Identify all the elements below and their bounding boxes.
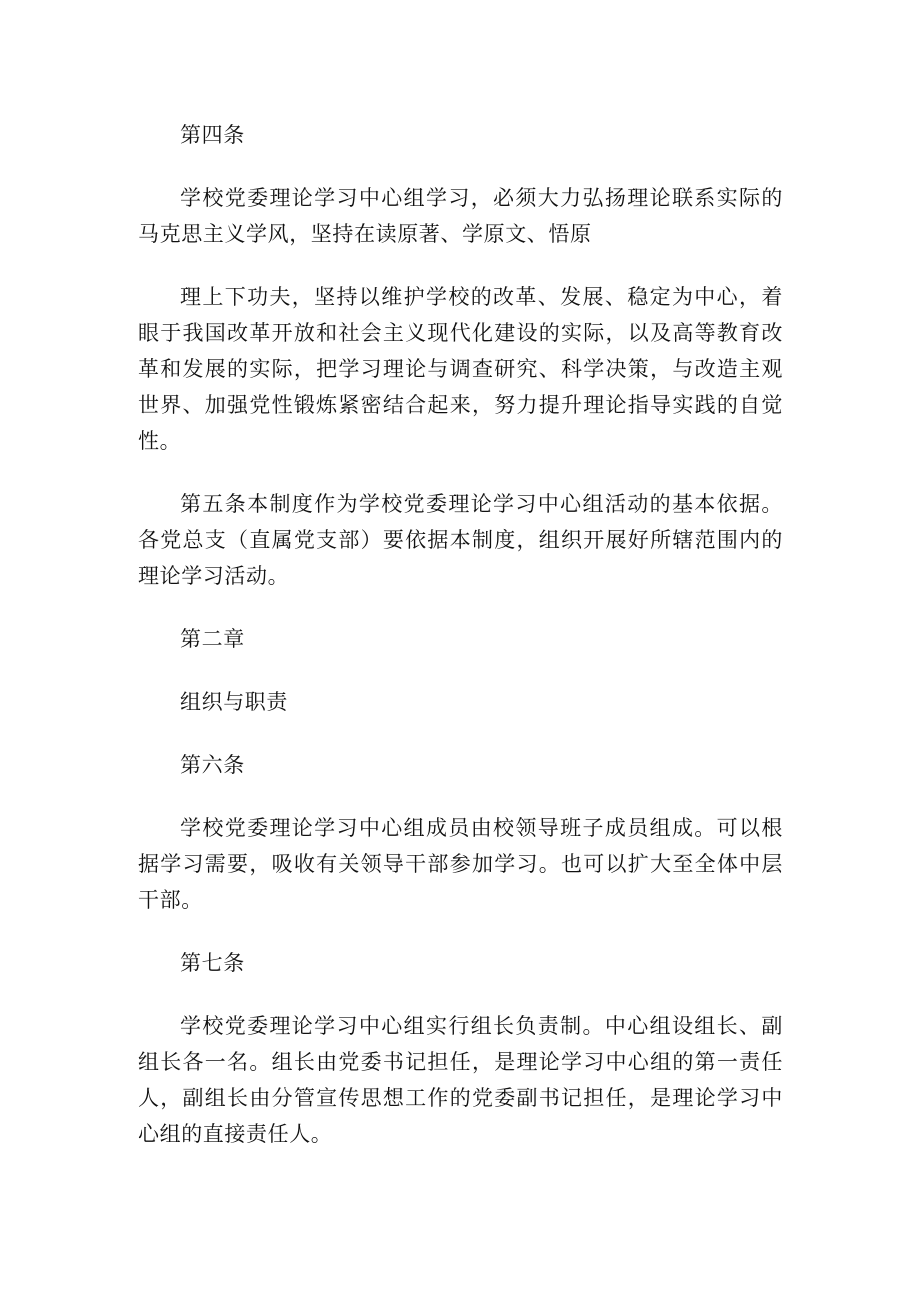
article-5-text: 第五条本制度作为学校党委理论学习中心组活动的基本依据。各党总支（直属党支部）要依据本制度，组织开展好所辖范围内的理论学习活动。: [138, 492, 783, 588]
article-7-text: 学校党委理论学习中心组实行组长负责制。中心组设组长、副组长各一名。组长由党委书记担任，是理论学习中心组的第一责任人，副组长由分管宣传思想工作的党委副书记担任，是理论学习中心组的直接责任人。: [138, 1014, 783, 1146]
article-4-text: 学校党委理论学习中心组学习，必须大力弘扬理论联系实际的马克思主义学风，坚持在读原著、学原文、悟原: [138, 186, 783, 246]
document-body: [138, 117, 783, 1152]
article-7-heading: 第七条: [180, 951, 245, 975]
article-4-continued: 理上下功夫，坚持以维护学校的改革、发展、稳定为中心，着眼于我国改革开放和社会主义现代化建设的实际，以及高等教育改革和发展的实际，把学习理论与调查研究、科学决策，与改造主观世界、加强党性锻炼紧密结合起来，努力提升理论指导实践的自觉性。: [138, 285, 783, 453]
article-6-text: 学校党委理论学习中心组成员由校领导班子成员组成。可以根据学习需要，吸收有关领导干部参加学习。也可以扩大至全体中层干部。: [138, 816, 783, 912]
chapter-2-title: 组织与职责: [180, 690, 288, 714]
chapter-2-heading: 第二章: [180, 627, 245, 651]
article-6-heading: 第六条: [180, 753, 245, 777]
article-4-heading: 第四条: [180, 123, 245, 147]
